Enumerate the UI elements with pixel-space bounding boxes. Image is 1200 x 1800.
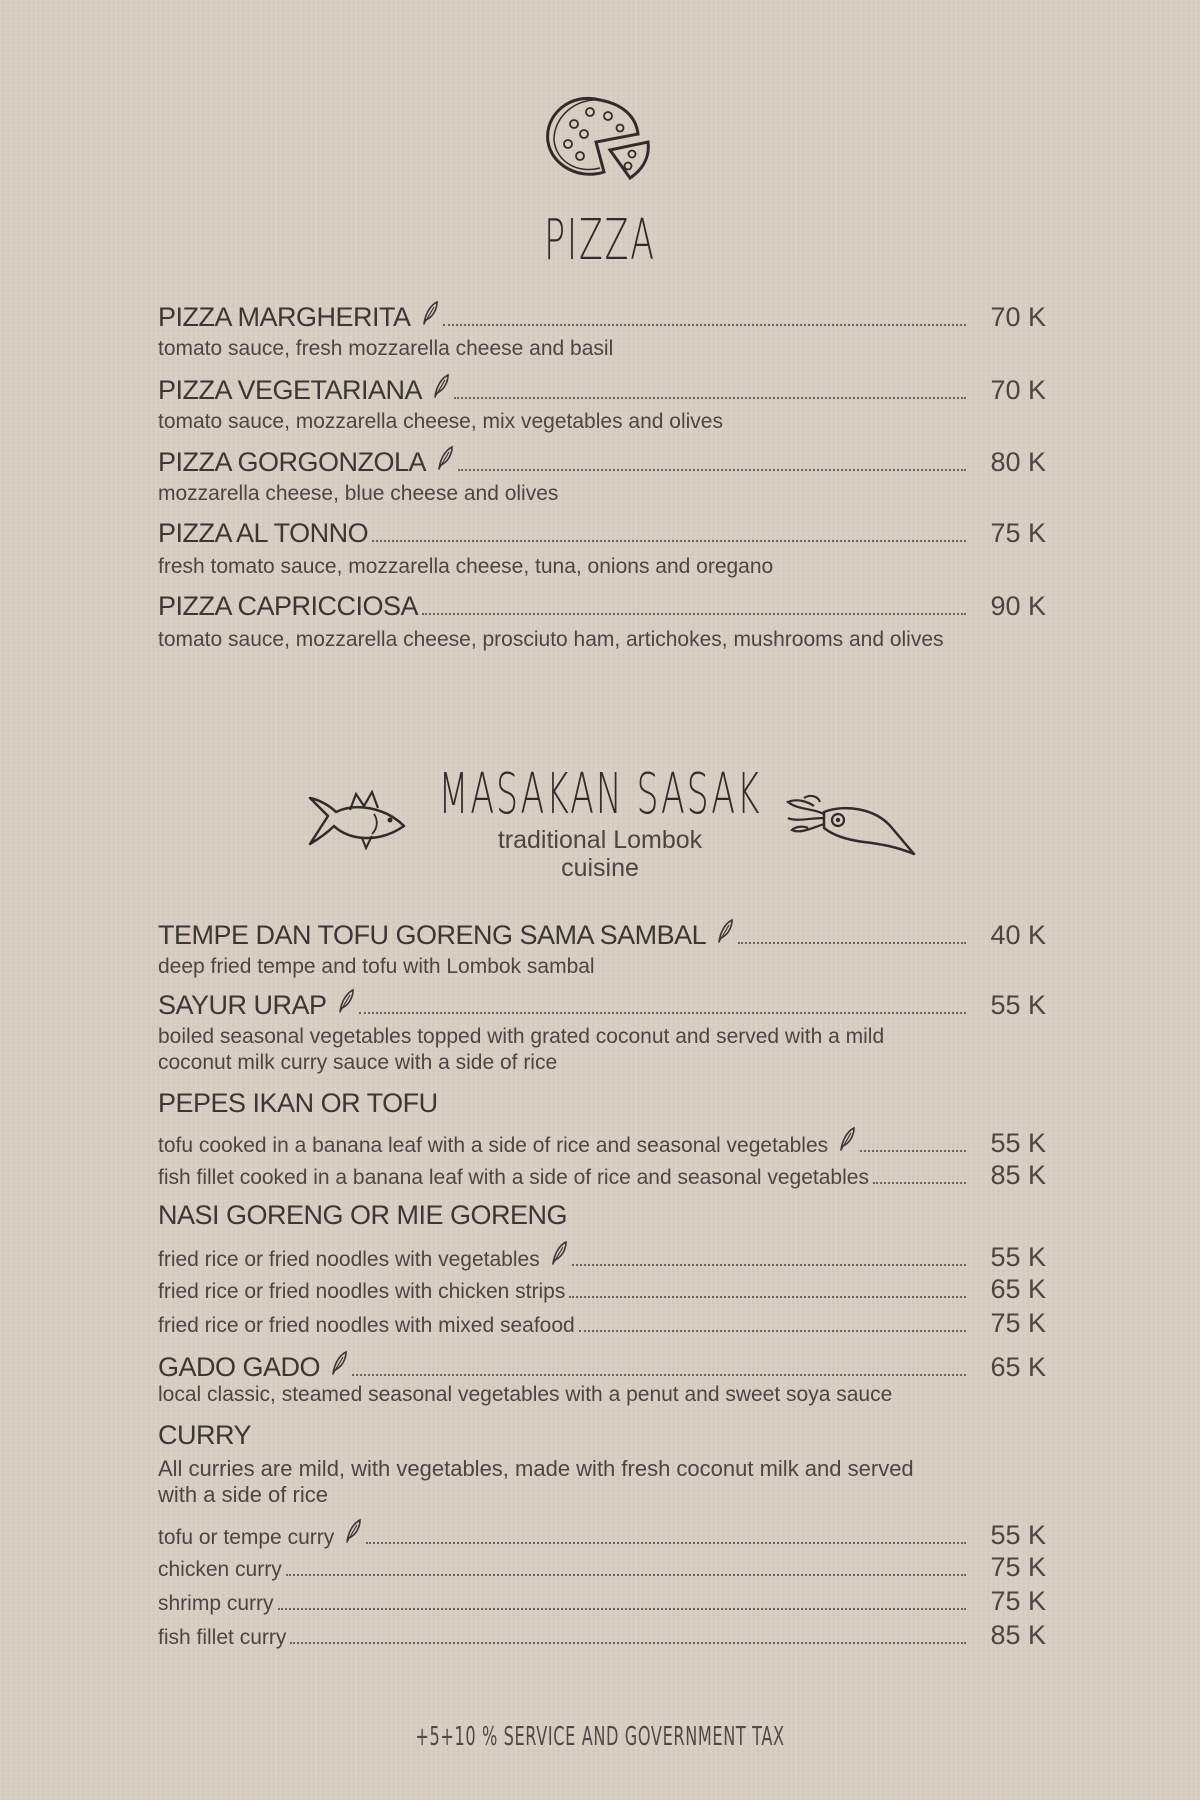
description-line: coconut milk curry sauce with a side of rice bbox=[158, 1051, 558, 1074]
item-price: 40 K bbox=[990, 920, 1046, 950]
menu-option bbox=[158, 1552, 1046, 1583]
dot-leader bbox=[738, 941, 966, 944]
menu-item bbox=[158, 918, 1046, 951]
vegetarian-leaf-icon bbox=[337, 988, 355, 1014]
section-title-masakan-sasak: MASAKAN SASAK bbox=[438, 762, 762, 827]
menu-option bbox=[158, 1308, 1046, 1339]
vegetarian-leaf-icon bbox=[550, 1240, 568, 1266]
item-name: PIZZA VEGETARIANA bbox=[158, 375, 423, 405]
item-name: SAYUR URAP bbox=[158, 990, 327, 1020]
menu-item bbox=[158, 300, 1046, 333]
menu-item bbox=[158, 373, 1046, 406]
item-price: 80 K bbox=[990, 447, 1046, 477]
item-price: 70 K bbox=[990, 302, 1046, 332]
item-heading: CURRY bbox=[158, 1420, 252, 1450]
dot-leader bbox=[286, 1573, 966, 1576]
squid-icon bbox=[784, 788, 916, 860]
item-description: tomato sauce, mozzarella cheese, mix vegetables and olives bbox=[158, 410, 723, 433]
menu-option bbox=[158, 1274, 1046, 1305]
vegetarian-leaf-icon bbox=[330, 1350, 348, 1376]
menu-option bbox=[158, 1160, 1046, 1191]
option-price: 75 K bbox=[990, 1552, 1046, 1582]
dot-leader bbox=[372, 539, 966, 542]
option-name: fried rice or fried noodles with chicken strips bbox=[158, 1280, 566, 1303]
option-name: fish fillet curry bbox=[158, 1626, 287, 1649]
dot-leader bbox=[352, 1373, 966, 1376]
dot-leader bbox=[873, 1181, 966, 1184]
option-name: chicken curry bbox=[158, 1558, 282, 1581]
item-description bbox=[158, 1456, 1038, 1508]
menu-item bbox=[158, 591, 1046, 622]
item-heading: PEPES IKAN OR TOFU bbox=[158, 1088, 438, 1118]
menu-option bbox=[158, 1620, 1046, 1651]
menu-option bbox=[158, 1240, 1046, 1273]
description-line: with a side of rice bbox=[158, 1482, 328, 1507]
option-name: shrimp curry bbox=[158, 1592, 274, 1615]
dot-leader bbox=[860, 1149, 966, 1152]
dot-leader bbox=[366, 1541, 966, 1544]
vegetarian-leaf-icon bbox=[436, 445, 454, 471]
dot-leader bbox=[290, 1641, 966, 1644]
vegetarian-leaf-icon bbox=[716, 918, 734, 944]
subtitle-line: cuisine bbox=[561, 854, 639, 882]
vegetarian-leaf-icon bbox=[344, 1518, 362, 1544]
dot-leader bbox=[458, 468, 966, 471]
menu-item bbox=[158, 1350, 1046, 1383]
item-heading: NASI GORENG OR MIE GORENG bbox=[158, 1200, 568, 1230]
item-price: 65 K bbox=[990, 1352, 1046, 1382]
item-description: fresh tomato sauce, mozzarella cheese, tuna, onions and oregano bbox=[158, 555, 774, 578]
item-price: 55 K bbox=[990, 990, 1046, 1020]
description-line: boiled seasonal vegetables topped with grated coconut and served with a mild bbox=[158, 1025, 885, 1048]
menu-item bbox=[158, 445, 1046, 478]
option-name: tofu cooked in a banana leaf with a side of rice and seasonal vegetables bbox=[158, 1134, 829, 1157]
dot-leader bbox=[359, 1011, 966, 1014]
option-price: 55 K bbox=[990, 1242, 1046, 1272]
item-name: GADO GADO bbox=[158, 1352, 321, 1382]
section-subtitle bbox=[0, 826, 1200, 882]
menu-option bbox=[158, 1126, 1046, 1159]
item-description bbox=[158, 1024, 958, 1076]
option-price: 75 K bbox=[990, 1586, 1046, 1616]
section-title-pizza: PIZZA bbox=[544, 208, 656, 273]
item-description: tomato sauce, fresh mozzarella cheese and basil bbox=[158, 337, 614, 360]
menu-option bbox=[158, 1518, 1046, 1551]
option-name: fried rice or fried noodles with mixed seafood bbox=[158, 1314, 575, 1337]
item-description: mozzarella cheese, blue cheese and olives bbox=[158, 482, 559, 505]
dot-leader bbox=[572, 1263, 966, 1266]
item-name: PIZZA GORGONZOLA bbox=[158, 447, 427, 477]
dot-leader bbox=[454, 396, 966, 399]
dot-leader bbox=[579, 1329, 966, 1332]
option-name: fish fillet cooked in a banana leaf with a side of rice and seasonal vegetables bbox=[158, 1166, 869, 1189]
menu-option bbox=[158, 1586, 1046, 1617]
dot-leader bbox=[443, 323, 966, 326]
pizza-icon bbox=[540, 90, 656, 190]
item-description: tomato sauce, mozzarella cheese, prosciuto ham, artichokes, mushrooms and olives bbox=[158, 628, 944, 651]
item-name: PIZZA MARGHERITA bbox=[158, 302, 411, 332]
vegetarian-leaf-icon bbox=[838, 1126, 856, 1152]
option-price: 65 K bbox=[990, 1274, 1046, 1304]
dot-leader bbox=[278, 1607, 966, 1610]
item-description: deep fried tempe and tofu with Lombok sambal bbox=[158, 955, 595, 978]
option-price: 85 K bbox=[990, 1620, 1046, 1650]
description-line: All curries are mild, with vegetables, made with fresh coconut milk and served bbox=[158, 1456, 914, 1481]
vegetarian-leaf-icon bbox=[421, 300, 439, 326]
item-price: 90 K bbox=[990, 591, 1046, 621]
option-name: tofu or tempe curry bbox=[158, 1526, 335, 1549]
option-price: 55 K bbox=[990, 1520, 1046, 1550]
menu-item bbox=[158, 988, 1046, 1021]
dot-leader bbox=[569, 1295, 966, 1298]
item-name: PIZZA AL TONNO bbox=[158, 518, 369, 548]
option-price: 55 K bbox=[990, 1128, 1046, 1158]
option-price: 75 K bbox=[990, 1308, 1046, 1338]
vegetarian-leaf-icon bbox=[432, 373, 450, 399]
tax-footnote: +5+10 % SERVICE AND GOVERNMENT TAX bbox=[415, 1722, 785, 1752]
option-price: 85 K bbox=[990, 1160, 1046, 1190]
item-price: 75 K bbox=[990, 518, 1046, 548]
item-price: 70 K bbox=[990, 375, 1046, 405]
item-name: TEMPE DAN TOFU GORENG SAMA SAMBAL bbox=[158, 920, 707, 950]
subtitle-line: traditional Lombok bbox=[497, 826, 703, 854]
dot-leader bbox=[422, 612, 966, 615]
option-name: fried rice or fried noodles with vegetables bbox=[158, 1248, 540, 1271]
menu-item bbox=[158, 518, 1046, 549]
item-name: PIZZA CAPRICCIOSA bbox=[158, 591, 419, 621]
item-description: local classic, steamed seasonal vegetables with a penut and sweet soya sauce bbox=[158, 1383, 893, 1406]
